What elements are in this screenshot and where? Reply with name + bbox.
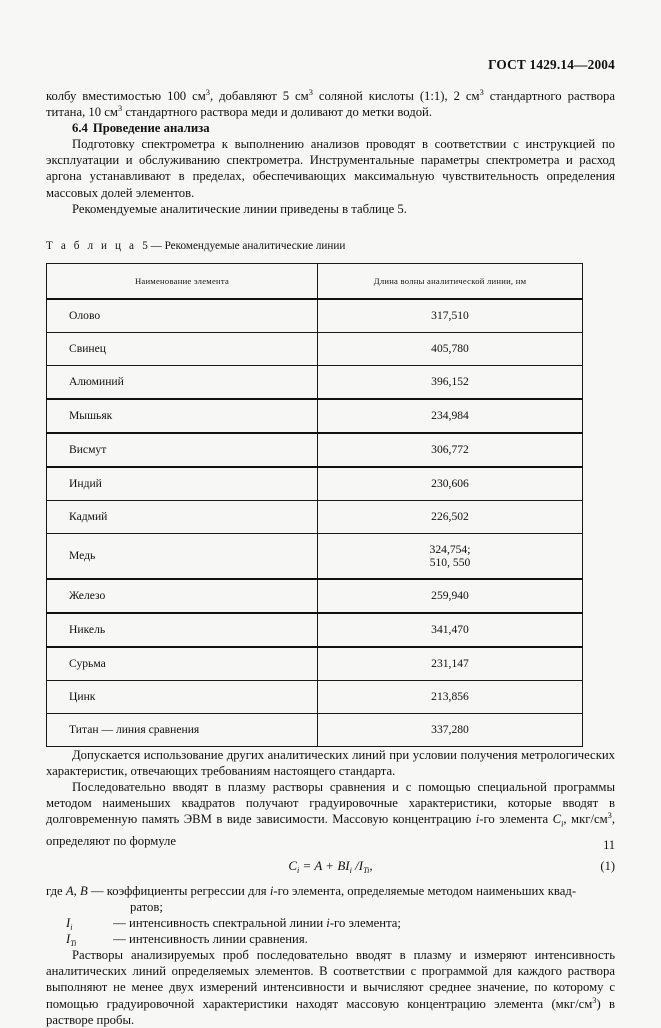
sequence-text-e: , определяют по формуле [46, 812, 616, 848]
table-row [47, 579, 583, 613]
table-row [47, 533, 583, 579]
intro-text-d: стандартного раствора титана, 10 см [46, 89, 615, 120]
table-row [47, 433, 583, 467]
definition-intensity-element [46, 915, 615, 931]
cell-element-name: Железо [47, 579, 318, 613]
formula-i1-subscript: i [349, 865, 352, 875]
superscript-cubic-2: 3 [308, 87, 313, 97]
definition-ab-dash: — коэффициенты регрессии для [87, 883, 270, 898]
definition-ii-letter: I [66, 916, 71, 931]
cell-wavelength: 230,606 [318, 467, 583, 501]
definition-ii-subscript: i [70, 923, 73, 933]
paragraph-sequence [46, 779, 615, 849]
definition-iti-subscript: Ti [70, 939, 77, 949]
definition-symbol-ii [46, 915, 110, 931]
final-text-b: ) в растворе пробы. [46, 996, 615, 1027]
definition-iti-text: — интенсивность линии сравнения. [110, 932, 308, 947]
formula-i2: I [358, 857, 364, 873]
sequence-text-a: Последовательно вводят в плазму растворы сравнения и с помощью специальной программы методом наименьших квадратов получают градуировочные характеристики, которые вводят в долговременную память ЭВМ в виде зависимости. Массовую концентрацию [46, 779, 615, 827]
cell-element-name: Титан — линия сравнения [47, 713, 318, 746]
cell-wavelength: 306,772 [318, 433, 583, 467]
table-caption-label: Т а б л и ц а [46, 239, 137, 252]
cell-element-name: Алюминий [47, 365, 318, 399]
superscript-cubic-1: 3 [205, 87, 210, 97]
cell-wavelength: 396,152 [318, 365, 583, 399]
formula-definitions [46, 883, 615, 947]
cell-wavelength: 405,780 [318, 332, 583, 365]
column-header-element-name: Наименование элемента [47, 263, 318, 299]
table-row [47, 365, 583, 399]
analytical-lines-table [46, 263, 583, 747]
section-heading-6-4 [46, 120, 615, 136]
cell-wavelength: 337,280 [318, 713, 583, 746]
sequence-symbol-c: C [552, 812, 562, 827]
superscript-cubic-4: 3 [117, 103, 123, 113]
cell-wavelength: 213,856 [318, 680, 583, 713]
table-row [47, 299, 583, 333]
superscript-cubic-3: 3 [479, 87, 484, 97]
cell-element-name: Свинец [47, 332, 318, 365]
table-row [47, 500, 583, 533]
table-caption-title: Рекомендуемые аналитические линии [164, 239, 346, 252]
paragraph-preparation: Подготовку спектрометра к выполнению анализов проводят в соответствии с инструкцией по эксплуатации и обслуживанию спектрометра. Инструментальные параметры спектрометра и расход аргона устанавливают в пределах, обеспечивающих максимальную чувствительность определения массовых долей элементов. [46, 137, 615, 200]
cell-wavelength: 231,147 [318, 647, 583, 681]
definition-ab-text: -го элемента, определяемые методом наименьших квад- [273, 883, 577, 898]
formula-c-subscript: i [297, 865, 300, 875]
page-number: 11 [603, 838, 615, 852]
table-body [47, 299, 583, 747]
cell-wavelength: 341,470 [318, 613, 583, 647]
table-row [47, 399, 583, 433]
definition-lead: где [46, 883, 66, 898]
intro-text-b: , добавляют 5 см [209, 89, 309, 103]
paragraph-intro [46, 88, 615, 120]
intro-text-a: колбу вместимостью 100 см [46, 89, 206, 103]
formula-comma: , [369, 857, 373, 873]
table-header-row [47, 263, 583, 299]
table-caption-number: 5 [142, 239, 148, 252]
sequence-symbol-c-sub: i [561, 819, 564, 829]
cell-element-name: Индий [47, 467, 318, 501]
formula-concentration [288, 857, 372, 875]
formula-i2-subscript: Ti [363, 865, 370, 875]
cell-element-name: Сурьма [47, 647, 318, 681]
definition-ii-italic-i: i [326, 916, 330, 931]
cell-wavelength: 234,984 [318, 399, 583, 433]
cell-element-name: Кадмий [47, 500, 318, 533]
definition-ii-text2: -го элемента; [329, 916, 401, 931]
superscript-cubic-5: 3 [607, 810, 612, 820]
definition-symbol-iti [46, 931, 110, 947]
definition-ii-text: — интенсивность спектральной линии [110, 916, 327, 931]
cell-element-name: Медь [47, 533, 318, 579]
sequence-text-d: , мкг/см [563, 812, 608, 827]
table-row [47, 647, 583, 681]
definition-iti-letter: I [66, 932, 71, 947]
paragraph-other-lines: Допускается использование других аналитических линий при условии получения метрологических характеристик, отвечающих требованиям настоящего стандарта. [46, 747, 615, 778]
cell-element-name: Мышьяк [47, 399, 318, 433]
cell-element-name: Цинк [47, 680, 318, 713]
table-row [47, 713, 583, 746]
definition-ab-italic-i: i [269, 883, 274, 898]
table-caption-dash: — [147, 239, 165, 252]
cell-wavelength [318, 533, 583, 579]
table-row [47, 680, 583, 713]
cell-wavelength: 259,940 [318, 579, 583, 613]
superscript-cubic-6: 3 [592, 995, 597, 1005]
formula-slash: / [351, 857, 359, 873]
formula-c: C [288, 857, 298, 873]
intro-text-c: соляной кислоты (1:1), 2 см [312, 89, 480, 103]
cell-element-name: Олово [47, 299, 318, 333]
formula-equals: = A + B [299, 857, 346, 873]
definition-intensity-reference [46, 931, 615, 947]
table-caption [46, 239, 615, 253]
column-header-wavelength: Длина волны аналитической линии, нм [318, 263, 583, 299]
intro-text-e: стандартного раствора меди и доливают до метки водой. [122, 105, 433, 120]
cell-wavelength-line-1: 324,754; [429, 542, 471, 556]
sequence-text-b: -го элемента [479, 812, 553, 827]
formula-i1: I [345, 857, 350, 873]
definition-symbol-b: B [79, 883, 88, 898]
definition-symbol-a: A [65, 883, 74, 898]
section-number: 6.4 [72, 121, 88, 136]
paragraph-recommended-lines: Рекомендуемые аналитические линии приведены в таблице 5. [72, 201, 407, 216]
cell-element-name: Никель [47, 613, 318, 647]
cell-wavelength: 317,510 [318, 299, 583, 333]
final-text-a: Растворы анализируемых проб последовательно вводят в плазму и измеряют интенсивность аналитических линий определяемых элементов. В соответствии с программой для каждого раствора выполняют не менее двух измерений интенсивности и вычисляют среднее значение, по которому с помощью градуировочной характеристики находят массовую концентрацию элемента (мкг/см [46, 948, 615, 1011]
cell-wavelength: 226,502 [318, 500, 583, 533]
paragraph-final [46, 947, 615, 1027]
table-row [47, 613, 583, 647]
table-row [47, 467, 583, 501]
formula-number: (1) [600, 858, 615, 873]
formula-row [46, 857, 615, 877]
table-head [47, 263, 583, 299]
table-row [47, 332, 583, 365]
cell-wavelength-line-2: 510, 550 [429, 555, 471, 569]
section-title: Проведение анализа [92, 121, 210, 136]
table-wrapper [46, 263, 615, 747]
cell-element-name: Висмут [47, 433, 318, 467]
page-content [46, 88, 615, 1028]
running-header: ГОСТ 1429.14—2004 [488, 57, 615, 72]
definition-coefficients-continuation: ратов; [130, 899, 163, 914]
definition-symbol-sep: , [73, 883, 80, 898]
sequence-italic-i: i [475, 812, 480, 827]
definition-coefficients [46, 883, 615, 899]
